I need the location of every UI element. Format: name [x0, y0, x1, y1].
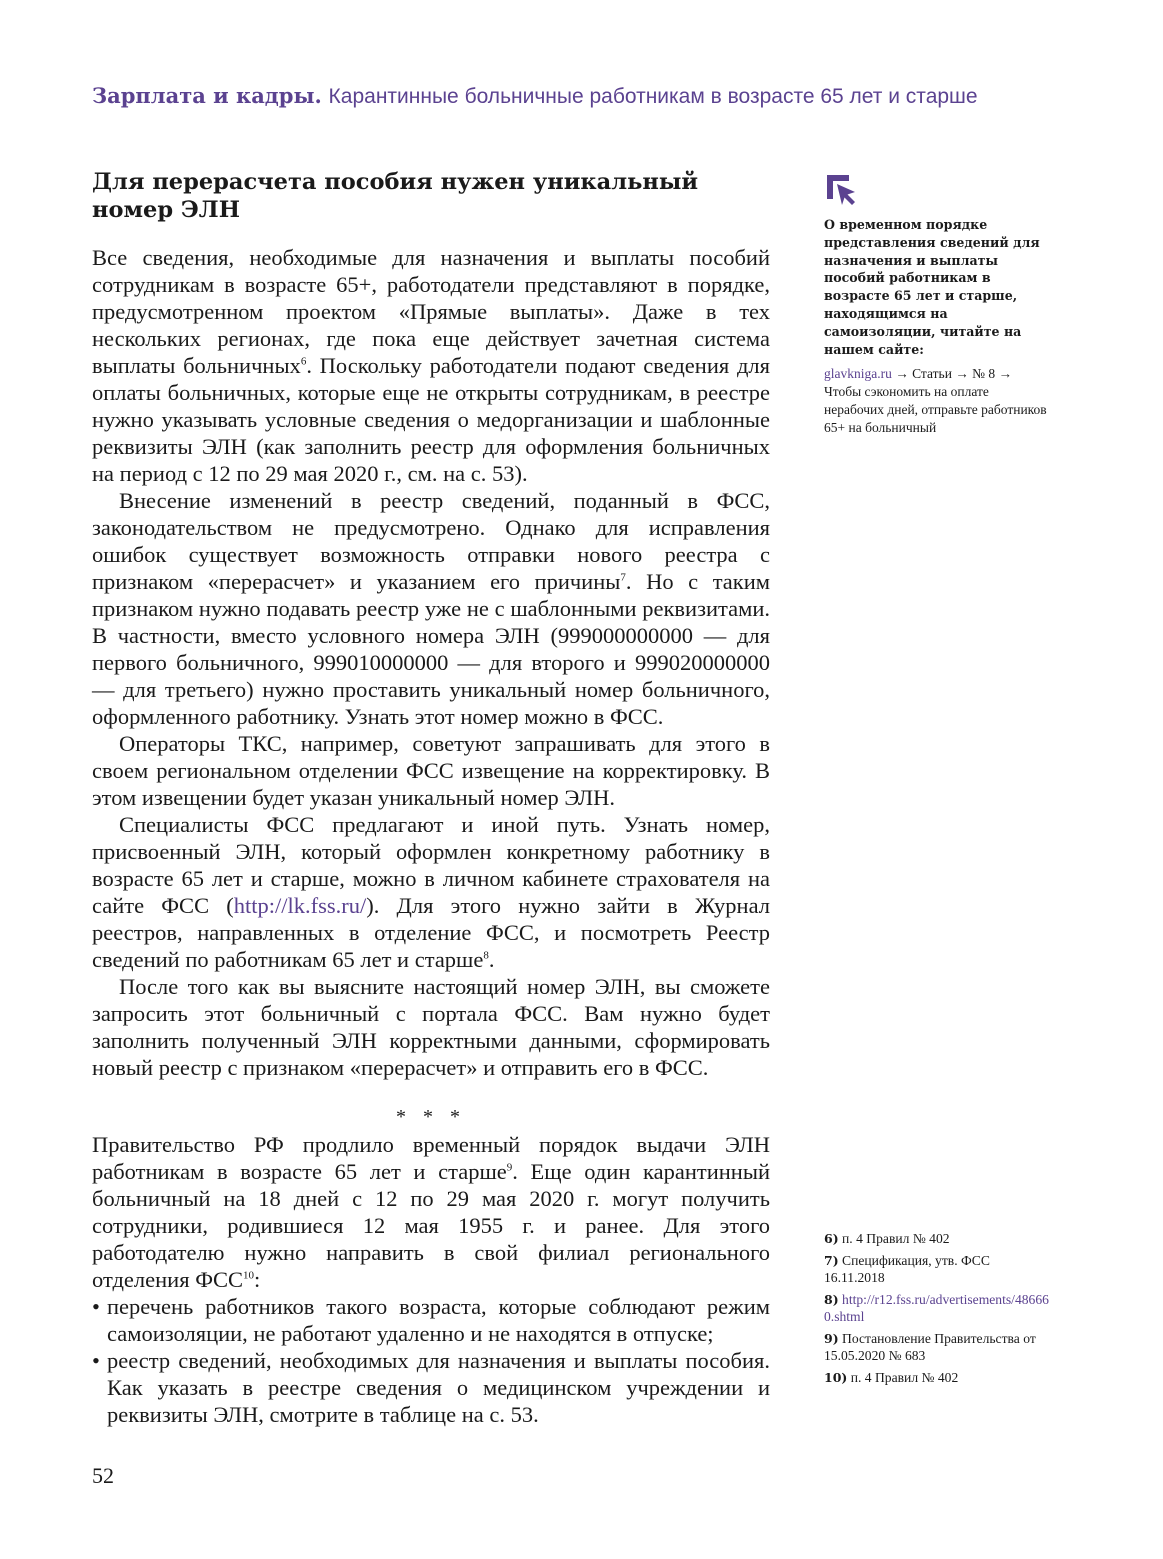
section-label: Зарплата и кадры. — [92, 83, 322, 108]
page-number: 52 — [92, 1463, 114, 1488]
sidebar-lead: О временном порядке представления сведений для назначения и выплаты пособий работникам в возрасте 65 лет и старше, находящимся на самоизоляции, читайте на нашем сайте: — [824, 217, 1040, 357]
sidebar-note — [824, 172, 1049, 437]
footnote-8-link[interactable]: http://r12.fss.ru/advertisements/486660.shtml — [824, 1291, 1049, 1324]
section-separator: * * * — [396, 1106, 466, 1128]
fss-cabinet-link[interactable]: http://lk.fss.ru/ — [233, 893, 367, 918]
arrow-pointer-icon — [824, 172, 860, 208]
list-item: • перечень работников такого возраста, которые соблюдают режим самоизоляции, не работают удаленно и не находятся в отпуске; — [92, 1293, 770, 1347]
footnote-ref-10[interactable]: 10 — [243, 1269, 254, 1282]
footnote-ref-6[interactable]: 6 — [300, 355, 307, 368]
site-link[interactable]: glavkniga.ru — [824, 366, 892, 382]
footnote-10: 10) п. 4 Правил № 402 — [824, 1369, 959, 1385]
paragraph-6: Правительство РФ продлило временный порядок выдачи ЭЛН работникам в возрасте 65 лет и старше$^9$. Еще один карантинный больничный на 18 дней с 12 по 29 мая 2020 г. могут получить сотрудники, родившиеся 12 мая 1955 г. и ранее. Для этого работодателю нужно направить в свой филиал регионального отделения ФСС$^{10}$: — [92, 1132, 770, 1292]
footnote-6: 6) п. 4 Правил № 402 — [824, 1231, 950, 1246]
footnote-ref-7[interactable]: 7 — [620, 571, 626, 584]
running-title: Карантинные больничные работникам в возрасте 65 лет и старше — [328, 85, 978, 108]
paragraph-4: Специалисты ФСС предлагают и иной путь. Узнать номер, присвоенный ЭЛН, который оформлен конкретному работнику в возрасте 65 лет и старше, можно в личном кабинете страхователя на сайте ФСС (http://lk.fss.ru/). Для этого нужно зайти в Журнал реестров, направленных в отделение ФСС, и посмотреть Реестр сведений по работникам 65 лет и старше$^8$. — [92, 812, 770, 972]
footnote-ref-9[interactable]: 9 — [506, 1161, 513, 1174]
article-link-text[interactable]: Чтобы сэкономить на оплате нерабочих дней, отправьте работников 65+ на больничный — [824, 384, 1047, 436]
requirements-list — [92, 1293, 770, 1428]
running-header — [92, 82, 1072, 111]
paragraph-1: Все сведения, необходимые для назначения и выплаты пособий сотрудникам в возрасте 65+, работодатели представляют в порядке, предусмотренном проектом «Прямые выплаты». Даже в тех нескольких регионах, где пока еще действует зачетная система выплаты больничных$^6$. Поскольку работодатели подают сведения для оплаты больничных, которые еще не открыты сотрудникам, в реестре нужно указывать условные сведения о медорганизации и шаблонные реквизиты ЭЛН (как заполнить реестр для оформления больничных на период с 12 по 29 мая 2020 г., см. на с. 53). — [92, 245, 770, 486]
sidebar-path: glavkniga.ru → Статьи → № 8 → Чтобы сэкономить на оплате нерабочих дней, отправьте работников 65+ на больничный — [824, 366, 1047, 436]
article-body — [92, 168, 770, 1428]
footnotes — [824, 1230, 1049, 1390]
footnote-9: 9) Постановление Правительства от 15.05.2020 № 683 — [824, 1330, 1036, 1363]
footnote-ref-8[interactable]: 8 — [483, 949, 489, 962]
paragraph-3: Операторы ТКС, например, советуют запрашивать для этого в своем региональном отделении ФСС извещение на корректировку. В этом извещении будет указан уникальный номер ЭЛН. — [92, 731, 770, 810]
footnote-8: 8) http://r12.fss.ru/advertisements/486660.shtml — [824, 1291, 1049, 1324]
list-item: • реестр сведений, необходимых для назначения и выплаты пособия. Как указать в реестре сведения о медицинском учреждении и реквизиты ЭЛН, смотрите в таблице на с. 53. — [92, 1347, 770, 1428]
footnote-7: 7) Спецификация, утв. ФСС 16.11.2018 — [824, 1252, 990, 1285]
paragraph-5: После того как вы выясните настоящий номер ЭЛН, вы сможете запросить этот больничный с портала ФСС. Вам нужно будет заполнить полученный ЭЛН корректными данными, сформировать новый реестр с признаком «перерасчет» и отправить его в ФСС. — [92, 974, 770, 1080]
article-heading: Для перерасчета пособия нужен уникальный номер ЭЛН — [92, 169, 699, 223]
paragraph-2: Внесение изменений в реестр сведений, поданный в ФСС, законодательством не предусмотрено. Однако для исправления ошибок существует возможность отправки нового реестра с признаком «перерасчет» и указанием его причины$^7$. Но с таким признаком нужно подавать реестр уже не с шаблонными реквизитами. В частности, вместо условного номера ЭЛН (999000000000 — для первого больничного, 999010000000 — для второго и 999020000000 — для третьего) нужно проставить уникальный номер больничного, оформленного работнику. Узнать этот номер можно в ФСС. — [92, 488, 770, 729]
